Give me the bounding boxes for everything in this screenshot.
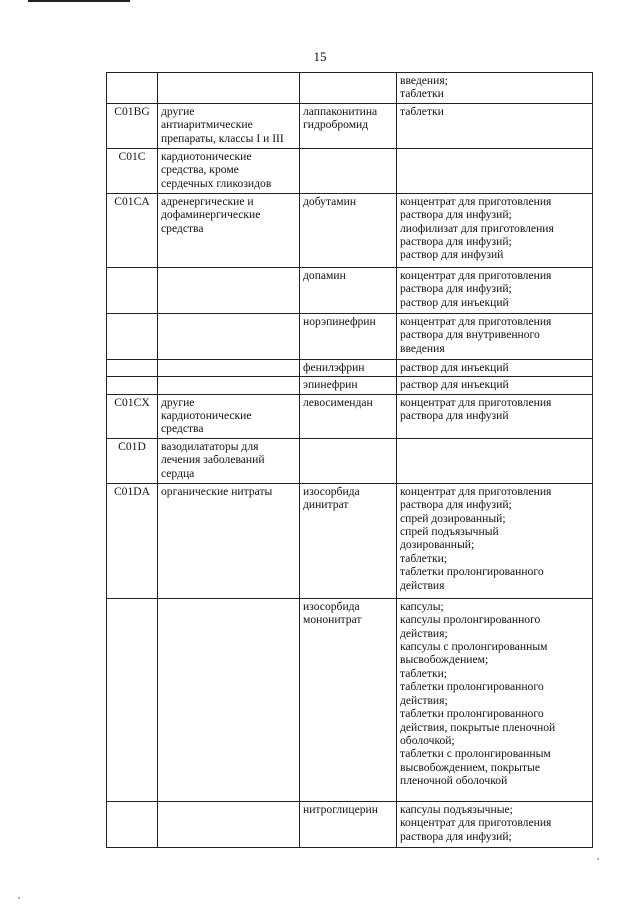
table-row [107, 598, 593, 801]
cell-text-line: дофаминергические [161, 208, 261, 222]
table-row [107, 103, 593, 148]
drug-name-cell [300, 313, 397, 359]
dosage-forms-cell [397, 394, 593, 438]
atc-code-cell [107, 394, 158, 438]
cell-text-line: раствор для инфузий [400, 248, 504, 262]
table-row [107, 267, 593, 313]
cell-text-line: C01D [118, 439, 146, 453]
cell-text-line: C01CX [114, 395, 150, 409]
drug-name-cell [300, 438, 397, 483]
table-row [107, 148, 593, 193]
cell-text-line: лаппаконитина [303, 104, 378, 118]
cell-text-line: высвобождением; [400, 653, 489, 667]
atc-code-cell [107, 438, 158, 483]
atc-code-cell [107, 598, 158, 801]
cell-text-line: динитрат [303, 498, 349, 512]
cell-text-line: мононитрат [303, 613, 362, 627]
drug-name-cell [300, 103, 397, 148]
cell-text-line: таблетки пролонгированного [400, 680, 544, 694]
cell-text-line: таблетки пролонгированного [400, 565, 544, 579]
pharm-group-cell [158, 103, 300, 148]
cell-text-line: концентрат для приготовления [400, 395, 552, 409]
cell-text-line: спрей подъязычный [400, 525, 499, 539]
cell-text-line: введения [400, 341, 445, 355]
cell-text-line: лечения заболеваний [161, 453, 265, 467]
cell-text-line: C01CA [114, 194, 150, 208]
cell-text-line: C01BG [114, 104, 150, 118]
cell-text-line: адренергические и [161, 194, 254, 208]
table-row [107, 313, 593, 359]
cell-text-line: кардиотонические [161, 149, 252, 163]
cell-text-line: концентрат для приготовления [400, 268, 552, 282]
cell-text-line: сердца [161, 466, 195, 480]
cell-text-line: антиаритмические [161, 118, 253, 132]
drug-name-cell [300, 483, 397, 598]
cell-text-line: эпинефрин [303, 378, 358, 392]
cell-text-line: спрей дозированный; [400, 511, 506, 525]
table-row [107, 438, 593, 483]
drug-classification-table [106, 72, 593, 848]
pharm-group-cell [158, 394, 300, 438]
dosage-forms-cell [397, 359, 593, 376]
cell-text-line: оболочкой; [400, 733, 455, 747]
table-row [107, 483, 593, 598]
cell-text-line: вазодилататоры для [161, 439, 259, 453]
pharm-group-cell [158, 598, 300, 801]
cell-text-line: изосорбида [303, 484, 360, 498]
cell-text-line: капсулы; [400, 599, 444, 613]
pharm-group-cell [158, 359, 300, 376]
cell-text-line: пленочной оболочкой [400, 774, 508, 788]
atc-code-cell [107, 73, 158, 104]
drug-name-cell [300, 801, 397, 847]
pharm-group-cell [158, 801, 300, 847]
table-row [107, 801, 593, 847]
cell-text-line: раствора для инфузий; [400, 498, 512, 512]
cell-text-line: раствор для инъекций [400, 378, 509, 392]
cell-text-line: капсулы с пролонгированным [400, 640, 548, 654]
dosage-forms-cell [397, 267, 593, 313]
atc-code-cell [107, 148, 158, 193]
cell-text-line: действия, покрытые пленочной [400, 720, 556, 734]
cell-text-line: таблетки; [400, 551, 448, 565]
cell-text-line: другие [161, 104, 195, 118]
dosage-forms-cell [397, 73, 593, 104]
pharm-group-cell [158, 148, 300, 193]
cell-text-line: действия; [400, 626, 448, 640]
pharm-group-cell [158, 313, 300, 359]
dosage-forms-cell [397, 483, 593, 598]
cell-text-line: нитроглицерин [303, 802, 378, 816]
cell-text-line: таблетки; [400, 666, 448, 680]
pharm-group-cell [158, 438, 300, 483]
cell-text-line: органические нитраты [161, 484, 273, 498]
cell-text-line: дозированный; [400, 538, 475, 552]
cell-text-line: кардиотонические [161, 409, 252, 423]
cell-text-line: норэпинефрин [303, 314, 376, 328]
dosage-forms-cell [397, 148, 593, 193]
dosage-forms-cell [397, 193, 593, 267]
dosage-forms-cell [397, 801, 593, 847]
cell-text-line: фенилэфрин [303, 360, 365, 374]
atc-code-cell [107, 267, 158, 313]
cell-text-line: таблетки [400, 104, 444, 118]
atc-code-cell [107, 483, 158, 598]
cell-text-line: концентрат для приготовления [400, 314, 552, 328]
atc-code-cell [107, 359, 158, 376]
table-row [107, 394, 593, 438]
pharm-group-cell [158, 483, 300, 598]
atc-code-cell [107, 377, 158, 394]
drug-name-cell [300, 148, 397, 193]
cell-text-line: C01DA [113, 484, 151, 498]
table-row [107, 73, 593, 104]
atc-code-cell [107, 103, 158, 148]
cell-text-line: раствора для внутривенного [400, 328, 540, 342]
cell-text-line: препараты, классы I и III [161, 131, 284, 145]
cell-text-line: средства, кроме [161, 163, 239, 177]
cell-text-line: действия; [400, 693, 448, 707]
cell-text-line: изосорбида [303, 599, 360, 613]
cell-text-line: таблетки [400, 87, 444, 101]
dosage-forms-cell [397, 598, 593, 801]
table-row [107, 193, 593, 267]
cell-text-line: левосимендан [303, 395, 373, 409]
table-row [107, 377, 593, 394]
scan-speck [597, 858, 599, 860]
pharm-group-cell [158, 267, 300, 313]
atc-code-cell [107, 193, 158, 267]
pharm-group-cell [158, 73, 300, 104]
atc-code-cell [107, 801, 158, 847]
cell-text-line: введения; [400, 74, 448, 87]
cell-text-line: капсулы подъязычные; [400, 802, 513, 816]
cell-text-line: концентрат для приготовления [400, 816, 552, 830]
scan-speck [18, 897, 20, 899]
cell-text-line: C01C [118, 149, 146, 163]
cell-text-line: добутамин [303, 194, 357, 208]
cell-text-line: раствора для инфузий; [400, 829, 512, 843]
drug-name-cell [300, 394, 397, 438]
cell-text-line: действия [400, 578, 445, 592]
cell-text-line: таблетки с пролонгированным [400, 747, 551, 761]
cell-text-line: капсулы пролонгированного [400, 613, 541, 627]
dosage-forms-cell [397, 313, 593, 359]
dosage-forms-cell [397, 438, 593, 483]
drug-name-cell [300, 359, 397, 376]
dosage-forms-cell [397, 103, 593, 148]
cell-text-line: концентрат для приготовления [400, 194, 552, 208]
page-number: 15 [313, 49, 327, 64]
dosage-forms-cell [397, 377, 593, 394]
cell-text-line: раствора для инфузий [400, 409, 509, 423]
table-row [107, 359, 593, 376]
cell-text-line: концентрат для приготовления [400, 484, 552, 498]
drug-name-cell [300, 267, 397, 313]
pharm-group-cell [158, 193, 300, 267]
drug-name-cell [300, 193, 397, 267]
drug-name-cell [300, 377, 397, 394]
cell-text-line: средства [161, 422, 204, 436]
cell-text-line: раствора для инфузий; [400, 282, 512, 296]
cell-text-line: раствора для инфузий; [400, 208, 512, 222]
cell-text-line: гидробромид [303, 118, 369, 132]
cell-text-line: другие [161, 395, 195, 409]
atc-code-cell [107, 313, 158, 359]
top-rule [28, 0, 130, 2]
cell-text-line: сердечных гликозидов [161, 176, 272, 190]
cell-text-line: раствор для инъекций [400, 295, 509, 309]
pharm-group-cell [158, 377, 300, 394]
drug-name-cell [300, 598, 397, 801]
drug-name-cell [300, 73, 397, 104]
cell-text-line: высвобождением, покрытые [400, 760, 540, 774]
cell-text-line: допамин [303, 268, 346, 282]
cell-text-line: таблетки пролонгированного [400, 707, 544, 721]
cell-text-line: раствора для инфузий; [400, 235, 512, 249]
cell-text-line: средства [161, 221, 204, 235]
cell-text-line: лиофилизат для приготовления [400, 221, 554, 235]
cell-text-line: раствор для инъекций [400, 360, 509, 374]
